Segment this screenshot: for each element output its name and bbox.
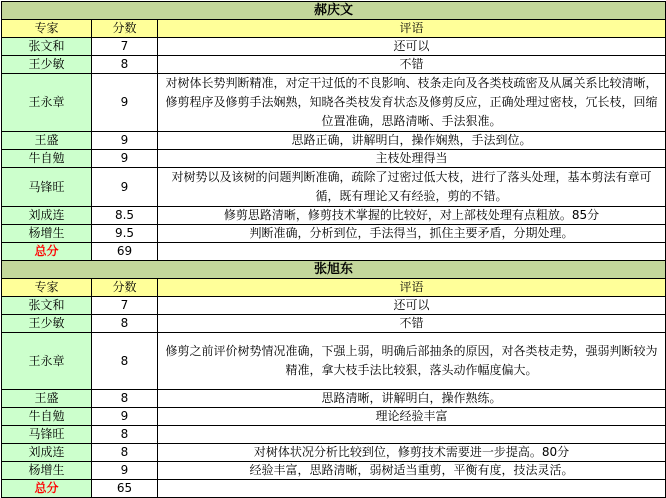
score-value: 8 <box>92 390 158 408</box>
table-row <box>2 444 666 462</box>
comment-text: 修剪之前评价树势情况准确，下强上弱，明确后部抽条的原因，对各类枝走势，强弱判断较为精准，拿大枝手法比较狠，落头动作幅度偏大。 <box>158 333 666 390</box>
total-row <box>2 480 666 498</box>
expert-name: 杨增生 <box>2 225 92 243</box>
table-row <box>2 333 666 390</box>
total-label: 总分 <box>2 480 92 498</box>
score-table <box>1 1 666 498</box>
section-title: 张旭东 <box>2 261 666 279</box>
expert-name: 张文和 <box>2 297 92 315</box>
header-expert: 专家 <box>2 20 92 38</box>
total-label: 总分 <box>2 243 92 261</box>
header-row <box>2 279 666 297</box>
expert-name: 王永章 <box>2 333 92 390</box>
score-value: 9.5 <box>92 225 158 243</box>
expert-name: 马锋旺 <box>2 426 92 444</box>
expert-name: 王盛 <box>2 132 92 150</box>
total-row <box>2 243 666 261</box>
table-row <box>2 297 666 315</box>
score-value: 8 <box>92 333 158 390</box>
score-value: 8 <box>92 315 158 333</box>
total-comment <box>158 480 666 498</box>
comment-text: 还可以 <box>158 38 666 56</box>
comment-text: 判断准确，分析到位，手法得当，抓住主要矛盾，分期处理。 <box>158 225 666 243</box>
table-row <box>2 408 666 426</box>
expert-name: 王少敏 <box>2 315 92 333</box>
expert-name: 牛自勉 <box>2 408 92 426</box>
score-value: 9 <box>92 74 158 132</box>
table-row <box>2 168 666 207</box>
section-title-row <box>2 261 666 279</box>
comment-text: 对树势以及该树的问题判断准确，疏除了过密过低大枝，进行了落头处理，基本剪法有章可循，既有理论又有经验，剪的不错。 <box>158 168 666 207</box>
comment-text: 对树体状况分析比较到位，修剪技术需要进一步提高。80分 <box>158 444 666 462</box>
total-score: 69 <box>92 243 158 261</box>
score-value: 9 <box>92 150 158 168</box>
table-row <box>2 315 666 333</box>
score-value: 9 <box>92 132 158 150</box>
header-row <box>2 20 666 38</box>
table-row <box>2 426 666 444</box>
comment-text: 不错 <box>158 315 666 333</box>
comment-text <box>158 426 666 444</box>
comment-text: 理论经验丰富 <box>158 408 666 426</box>
comment-text: 不错 <box>158 56 666 74</box>
comment-text: 还可以 <box>158 297 666 315</box>
total-comment <box>158 243 666 261</box>
comment-text: 主枝处理得当 <box>158 150 666 168</box>
header-expert: 专家 <box>2 279 92 297</box>
section-title-row <box>2 2 666 20</box>
score-value: 9 <box>92 168 158 207</box>
table-row <box>2 390 666 408</box>
score-value: 8 <box>92 444 158 462</box>
table-row <box>2 207 666 225</box>
expert-name: 王永章 <box>2 74 92 132</box>
expert-name: 马锋旺 <box>2 168 92 207</box>
expert-name: 王盛 <box>2 390 92 408</box>
comment-text: 思路正确，讲解明白，操作娴熟，手法到位。 <box>158 132 666 150</box>
total-score: 65 <box>92 480 158 498</box>
score-value: 8 <box>92 426 158 444</box>
expert-name: 张文和 <box>2 38 92 56</box>
comment-text: 修剪思路清晰，修剪技术掌握的比较好，对上部枝处理有点粗放。85分 <box>158 207 666 225</box>
table-row <box>2 225 666 243</box>
header-comment: 评语 <box>158 20 666 38</box>
table-row <box>2 56 666 74</box>
score-value: 9 <box>92 408 158 426</box>
table-row <box>2 38 666 56</box>
comment-text: 经验丰富，思路清晰，弱树适当重剪，平衡有度，技法灵活。 <box>158 462 666 480</box>
table-row <box>2 74 666 132</box>
expert-name: 牛自勉 <box>2 150 92 168</box>
score-value: 7 <box>92 297 158 315</box>
expert-name: 刘成连 <box>2 444 92 462</box>
comment-text: 对树体长势判断精准，对定干过低的不良影响、枝条走向及各类枝疏密及从属关系比较清晰，修剪程序及修剪手法娴熟，知晓各类枝发育状态及修剪反应，正确处理过密枝，冗长枝，回缩位置准确，思路清晰、手法狠准。 <box>158 74 666 132</box>
score-value: 8.5 <box>92 207 158 225</box>
section-title: 郝庆文 <box>2 2 666 20</box>
score-value: 8 <box>92 56 158 74</box>
table-row <box>2 150 666 168</box>
score-value: 9 <box>92 462 158 480</box>
score-value: 7 <box>92 38 158 56</box>
header-score: 分数 <box>92 279 158 297</box>
header-score: 分数 <box>92 20 158 38</box>
comment-text: 思路清晰，讲解明白，操作熟练。 <box>158 390 666 408</box>
header-comment: 评语 <box>158 279 666 297</box>
table-row <box>2 132 666 150</box>
expert-name: 刘成连 <box>2 207 92 225</box>
expert-name: 杨增生 <box>2 462 92 480</box>
expert-name: 王少敏 <box>2 56 92 74</box>
